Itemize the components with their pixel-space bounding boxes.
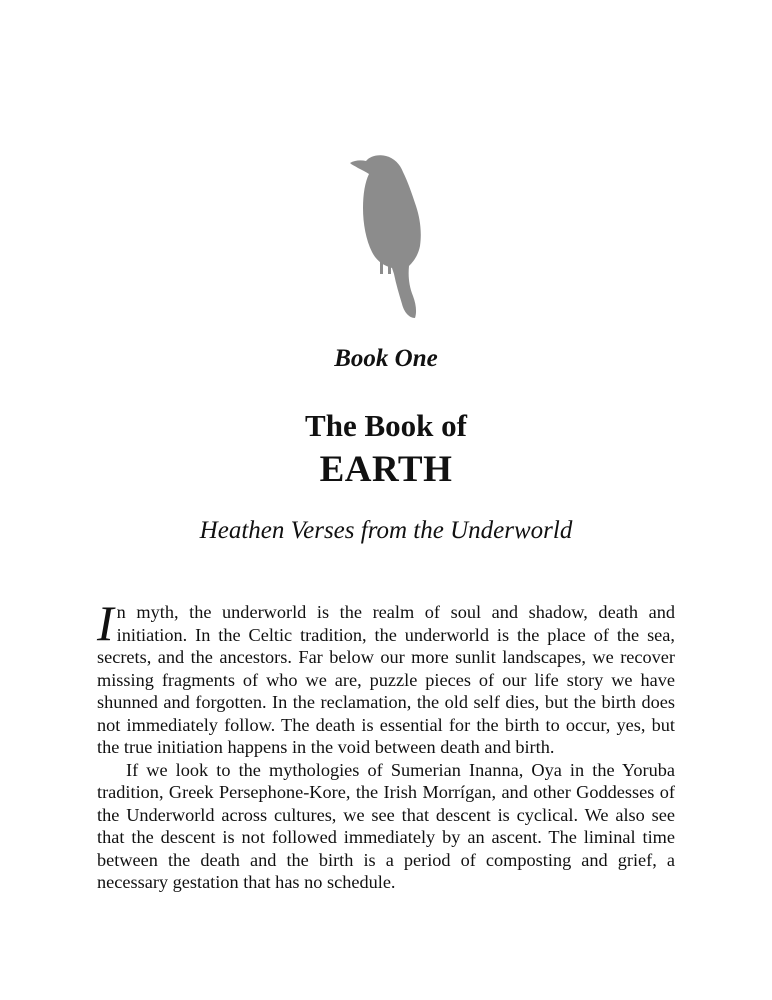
raven-silhouette: [350, 155, 421, 318]
chapter-title-line1: The Book of: [305, 408, 467, 443]
drop-cap: I: [97, 595, 114, 651]
paragraph-2: If we look to the mythologies of Sumerian Inanna, Oya in the Yoruba tradition, Greek Persephone-Kore, the Irish Morrígan, and other Goddesses of the Underworld across cultures, we see that descent is cyclical. We also see that the descent is not followed immediately by an ascent. The liminal time between the death and the birth is a period of composting and grief, a necessary gestation that has no schedule.: [97, 759, 675, 892]
chapter-subtitle: Heathen Verses from the Underworld: [199, 517, 573, 544]
book-number: Book One: [334, 345, 438, 372]
raven-icon: [346, 152, 426, 320]
paragraph-1-text: n myth, the underworld is the realm of soul and shadow, death and initiation. In the Celtic tradition, the underworld is the place of the sea, secrets, and the ancestors. Far below our more sunlit landscapes, we recover missing fragments of who we are, puzzle pieces of our life story we have shunned and forgotten. In the reclamation, the old self dies, but the birth does not immediately follow. The death is essential for the birth to occur, yes, but the true initiation happens in the void between death and birth.: [97, 602, 675, 757]
body-text: [97, 595, 675, 894]
chapter-title-line2: EARTH: [319, 449, 453, 490]
paragraph-1: [97, 595, 675, 759]
